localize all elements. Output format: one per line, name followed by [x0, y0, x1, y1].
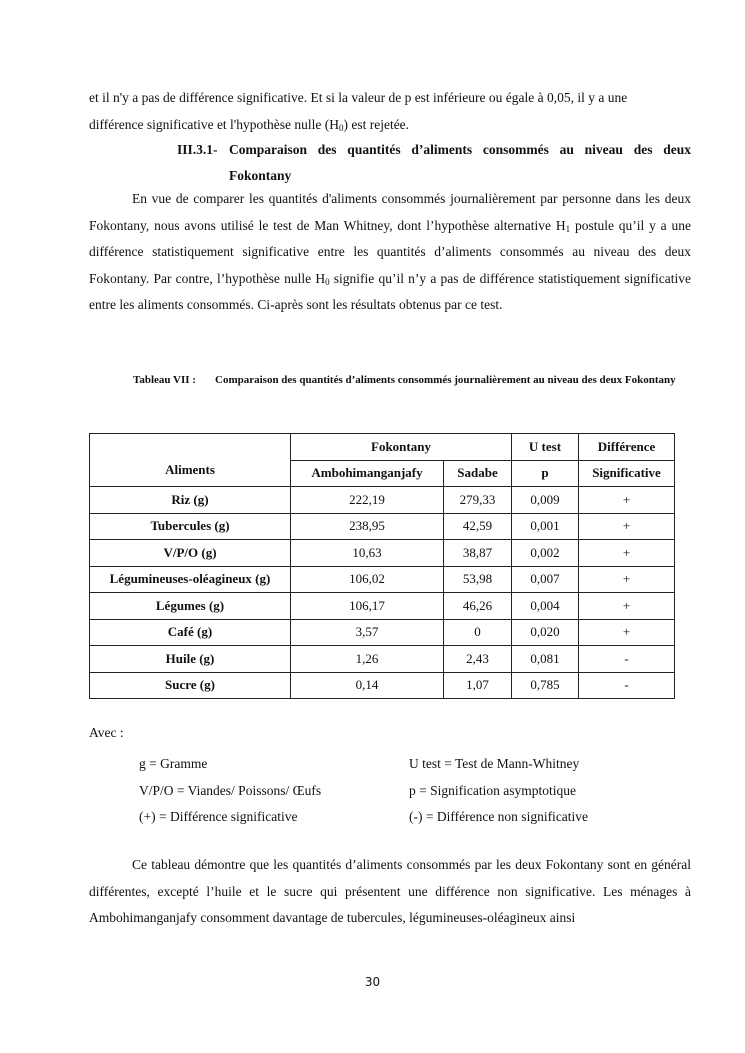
- cell-sadabe: 1,07: [444, 672, 512, 699]
- legend-item: p = Signification asymptotique: [409, 782, 576, 798]
- table-row: [90, 672, 675, 699]
- table-row: [90, 487, 675, 514]
- cell-p-value: 0,002: [512, 540, 579, 567]
- legend-item: U test = Test de Mann-Whitney: [409, 756, 580, 771]
- cell-p-value: 0,785: [512, 672, 579, 699]
- legend-title: Avec :: [89, 725, 124, 740]
- cell-ambohimanganjafy: 1,26: [291, 646, 444, 673]
- cell-ambohimanganjafy: 238,95: [291, 513, 444, 540]
- table-row: [90, 593, 675, 620]
- header-aliments: Aliments: [90, 434, 291, 487]
- legend-item: (+) = Différence significative: [139, 809, 298, 824]
- table-row: [90, 646, 675, 673]
- intro-paragraph: [89, 85, 691, 138]
- table-row: [90, 513, 675, 540]
- section-heading: [177, 137, 691, 189]
- cell-sadabe: 0: [444, 619, 512, 646]
- legend-item: (-) = Différence non significative: [409, 809, 589, 824]
- table-row: [90, 619, 675, 646]
- cell-p-value: 0,001: [512, 513, 579, 540]
- header-sadabe: Sadabe: [444, 460, 512, 487]
- cell-difference: +: [579, 566, 675, 593]
- cell-aliment: Légumes (g): [90, 593, 291, 620]
- cell-p-value: 0,007: [512, 566, 579, 593]
- section-title: Comparaison des quantités d’aliments consommés au niveau des deux Fokontany: [229, 142, 691, 183]
- cell-p-value: 0,009: [512, 487, 579, 514]
- cell-ambohimanganjafy: 3,57: [291, 619, 444, 646]
- cell-sadabe: 53,98: [444, 566, 512, 593]
- cell-difference: -: [579, 646, 675, 673]
- cell-sadabe: 42,59: [444, 513, 512, 540]
- table-caption: [133, 369, 691, 391]
- cell-sadabe: 46,26: [444, 593, 512, 620]
- cell-aliment: Légumineuses-oléagineux (g): [90, 566, 291, 593]
- cell-sadabe: 2,43: [444, 646, 512, 673]
- cell-p-value: 0,004: [512, 593, 579, 620]
- cell-sadabe: 279,33: [444, 487, 512, 514]
- table-body: [90, 487, 675, 699]
- header-ambohimanganjafy: Ambohimanganjafy: [291, 460, 444, 487]
- cell-aliment: Riz (g): [90, 487, 291, 514]
- comparison-table: [89, 433, 675, 699]
- table-caption-label: Tableau VII :: [133, 374, 196, 386]
- header-p: p: [512, 460, 579, 487]
- cell-ambohimanganjafy: 222,19: [291, 487, 444, 514]
- header-utest: U test: [512, 434, 579, 461]
- cell-p-value: 0,081: [512, 646, 579, 673]
- cell-difference: +: [579, 593, 675, 620]
- cell-difference: -: [579, 672, 675, 699]
- header-fokontany: Fokontany: [291, 434, 512, 461]
- header-difference: Différence: [579, 434, 675, 461]
- table-row: [90, 540, 675, 567]
- cell-aliment: V/P/O (g): [90, 540, 291, 567]
- cell-difference: +: [579, 540, 675, 567]
- intro-line-2: différence significative et l'hypothèse nulle $(H_0)$ est rejetée.: [89, 116, 410, 133]
- header-significative: Significative: [579, 460, 675, 487]
- legend-right-column: [409, 751, 588, 831]
- cell-aliment: Sucre (g): [90, 672, 291, 699]
- cell-p-value: 0,020: [512, 619, 579, 646]
- cell-ambohimanganjafy: 10,63: [291, 540, 444, 567]
- cell-aliment: Huile (g): [90, 646, 291, 673]
- cell-ambohimanganjafy: 106,17: [291, 593, 444, 620]
- table-caption-text: Comparaison des quantités d’aliments consommés journalièrement au niveau des deux Fokontany: [215, 374, 676, 386]
- cell-difference: +: [579, 619, 675, 646]
- conclusion-paragraph: Ce tableau démontre que les quantités d’aliments consommés par les deux Fokontany sont en général différentes, excepté l’huile et le sucre qui présentent une différence non significative. Les ménages à Ambohimanganjafy consomment davantage de tubercules, légumineuses-oléagineux ainsi: [89, 857, 691, 925]
- cell-aliment: Tubercules (g): [90, 513, 291, 540]
- legend-item: V/P/O = Viandes/ Poissons/ Œufs: [139, 782, 322, 798]
- cell-sadabe: 38,87: [444, 540, 512, 567]
- legend-left-column: [139, 751, 321, 831]
- section-number: III.3.1-: [177, 142, 218, 157]
- cell-difference: +: [579, 487, 675, 514]
- cell-ambohimanganjafy: 106,02: [291, 566, 444, 593]
- legend-item: g = Gramme: [139, 756, 208, 771]
- table-row: [90, 566, 675, 593]
- cell-ambohimanganjafy: 0,14: [291, 672, 444, 699]
- page-number: 30: [364, 975, 381, 989]
- intro-line-1: et il n'y a pas de différence significative. Et si la valeur de p est inférieure ou égale à 0,05, il y a une: [89, 90, 628, 105]
- body-paragraph: En vue de comparer les quantités d'aliments consommés journalièrement par personne dans les deux Fokontany, nous avons utilisé le test de Man Whitney, dont l’hypothèse alternative $H_1$ postule qu’il y a une différence statistiquement significative entre les quantités d’aliments consommés au niveau des deux Fokontany. Par contre, l’hypothèse nulle $H_0$ signifie qu’il n’y a pas de différence statistiquement significative entre les aliments consommés. Ci-après sont les résultats obtenus par ce test.: [89, 191, 692, 312]
- cell-difference: +: [579, 513, 675, 540]
- cell-aliment: Café (g): [90, 619, 291, 646]
